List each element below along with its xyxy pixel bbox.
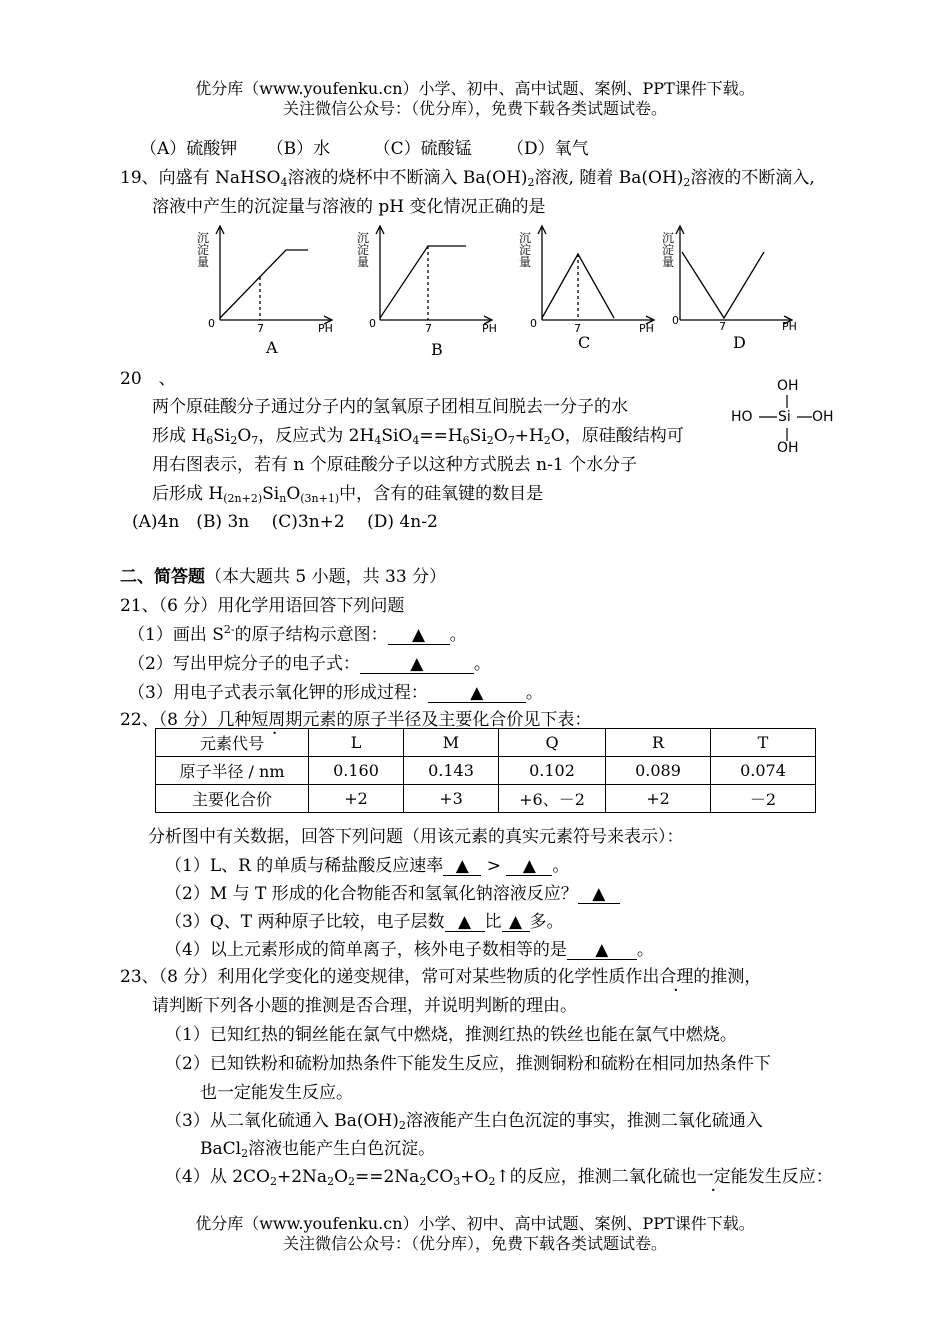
graph-a-tick: 7 [257, 322, 264, 335]
q22-item2: （2）M 与 T 形成的化合物能否和氢氧化钠溶液反应？ ▲ [165, 879, 620, 904]
q22-answer-3a[interactable]: ▲ [445, 913, 485, 932]
page-header [0, 79, 950, 119]
q22-head: 22、（8 分）几种短周期元素的原子半径及主要化合价见下表： [120, 710, 592, 730]
header-line-2: 关注微信公众号：（优分库），免费下载各类试题试卷。 [282, 99, 667, 118]
graph-b-curve [380, 246, 466, 318]
q19-graphs [190, 220, 810, 360]
q20-line3: 用右图表示，若有 n 个原硅酸分子以这种方式脱去 n-1 个水分子 [152, 455, 638, 475]
q23-item4: （4）从 $2CO_2+2Na_2O_2==2Na_2CO_3+O_2↑$的反应，推测二氧化硫也一定能发生反应： [165, 1167, 833, 1188]
q21-answer-2[interactable]: ▲ [360, 655, 474, 674]
q22-answer-3b[interactable]: ▲ [502, 913, 530, 932]
q22-item4: （4）以上元素形成的简单离子，核外电子数相等的是 ▲ 。 [165, 940, 654, 960]
graph-a-label: A [266, 338, 278, 357]
q22-answer-1b[interactable]: ▲ [506, 857, 552, 876]
section2-heading [120, 562, 446, 587]
q23-item2-line2: 也一定能发生反应。 [200, 1083, 353, 1103]
q22-answer-1a[interactable]: ▲ [443, 857, 481, 876]
q18-option-b: （B）水 [266, 139, 331, 159]
q21-answer-3[interactable]: ▲ [428, 684, 526, 703]
graph-a [216, 226, 332, 324]
section2-title: 二、简答题 [120, 567, 205, 587]
structure-oh-top: OH [777, 378, 799, 394]
table-row: 主要化合价 +2 +3 +6、－2 +2 －2 [156, 785, 816, 813]
q22-item3: （3）Q、T 两种原子比较，电子层数 ▲ 比 ▲ 多。 [165, 912, 564, 932]
q23-item3-line2: BaCl$_2$溶液也能产生白色沉淀。 [200, 1139, 436, 1160]
graph-c-origin: 0 [530, 317, 537, 330]
q19-question-line2: 溶液中产生的沉淀量与溶液的 pH 变化情况正确的是 [152, 197, 546, 217]
graph-b-tick: 7 [425, 322, 432, 335]
q18-options [140, 134, 589, 159]
structure-bonds [755, 395, 815, 445]
table-row: 元素代号 L M Q R T [156, 729, 816, 757]
graph-b-label: B [431, 340, 443, 359]
q22-answer-4[interactable]: ▲ [567, 941, 637, 960]
q20-line4: 后形成 $H_{(2n+2)}Si_nO_{(3n+1)}$中，含有的硅氧键的数目是 [152, 484, 544, 505]
q20-line2: 形成 $H_6Si_2O_7$，反应式为 $2H_4SiO_4==H_6Si_2O_7+H_2O$，原硅酸结构可 [152, 426, 684, 447]
q23-item2-line1: （2）已知铁粉和硫粉加热条件下能发生反应，推测铜粉和硫粉在相同加热条件下 [165, 1054, 771, 1074]
q23-item1: （1）已知红热的铜丝能在氯气中燃烧，推测红热的铁丝也能在氯气中燃烧。 [165, 1025, 737, 1045]
q22-intro: 分析图中有关数据，回答下列问题（用该元素的真实元素符号来表示）： [148, 827, 684, 847]
q21-head: 21、（6 分）用化学用语回答下列问题 [120, 596, 405, 616]
structure-oh-bottom: OH [777, 440, 799, 456]
graph-a-xlabel: PH [318, 322, 333, 335]
graph-b-xlabel: PH [482, 322, 497, 335]
element-table [155, 728, 816, 813]
q21-item1: （1）画出 $S^{2-}$的原子结构示意图： ▲ 。 [128, 623, 467, 645]
header-line-1: 优分库（www.youfenku.cn）小学、初中、高中试题、案例、PPT课件下载。 [195, 79, 755, 98]
q19-question: 19、向盛有 NaHSO$_4$溶液的烧杯中不断滴入 $Ba(OH)_2$溶液, 随着 $Ba(OH)_2$溶液的不断滴入, [120, 168, 815, 189]
q21-item3: （3）用电子式表示氧化钾的形成过程： ▲ 。 [128, 683, 543, 703]
graph-d-curve [682, 252, 764, 318]
graph-c-ylabel: 沉淀量 [519, 231, 532, 269]
q20-options: (A)4n (B) 3n (C)3n+2 (D) 4n-2 [132, 512, 438, 532]
structure-oh-right: OH [812, 409, 834, 425]
q23-item4-emphasis: 一定 [696, 1167, 731, 1187]
q18-option-a: （A）硫酸钾 [140, 139, 238, 159]
graph-d-tick: 7 [719, 320, 726, 333]
q22-answer-2[interactable]: ▲ [578, 885, 620, 904]
structure-ho-left: HO [731, 409, 753, 425]
graph-a-origin: 0 [208, 317, 215, 330]
graph-c-xlabel: PH [639, 322, 654, 335]
q20-line1: 两个原硅酸分子通过分子内的氢氧原子团相互间脱去一分子的水 [152, 397, 628, 417]
q19-number: 19、 [120, 168, 159, 188]
graph-d-xlabel: PH [782, 320, 797, 333]
page-footer [0, 1214, 950, 1254]
section2-note: （本大题共 5 小题，共 33 分） [205, 567, 447, 587]
q18-option-c: （C）硫酸锰 [373, 139, 472, 159]
graph-d-origin: 0 [672, 314, 679, 327]
graph-c-tick: 7 [574, 322, 581, 335]
graph-b-ylabel: 沉淀量 [357, 231, 370, 269]
footer-line-1: 优分库（www.youfenku.cn）小学、初中、高中试题、案例、PPT课件下载。 [195, 1214, 755, 1233]
graph-a-curve [220, 250, 308, 318]
q21-item2: （2）写出甲烷分子的电子式： ▲ 。 [128, 654, 491, 674]
structure-si: Si [778, 409, 791, 425]
q22-emphasis: 短周期 [251, 710, 303, 730]
graph-d-ylabel: 沉淀量 [662, 231, 675, 269]
graph-d-label: D [733, 333, 746, 352]
graph-b [376, 226, 492, 324]
q18-option-d: （D）氧气 [507, 139, 589, 159]
graph-a-ylabel: 沉淀量 [197, 231, 210, 269]
table-row: 原子半径 / nm 0.160 0.143 0.102 0.089 0.074 [156, 757, 816, 785]
footer-line-2: 关注微信公众号：（优分库），免费下载各类试题试卷。 [282, 1234, 667, 1253]
graph-b-origin: 0 [369, 317, 376, 330]
q21-answer-1[interactable]: ▲ [388, 626, 450, 645]
q23-emphasis: 合理 [659, 967, 694, 987]
q20-number: 20 、 [120, 369, 176, 389]
graph-d [676, 226, 792, 324]
graph-c-label: C [578, 333, 591, 352]
graph-c [538, 226, 654, 324]
q23-head: 23、（8 分）利用化学变化的递变规律，常可对某些物质的化学性质作出合理的推测， [120, 967, 762, 987]
q23-item3-line1: （3）从二氧化硫通入 $Ba(OH)_2$溶液能产生白色沉淀的事实，推测二氧化硫通入 [165, 1111, 763, 1132]
q22-item1: （1）L、R 的单质与稀盐酸反应速率 ▲ > ▲ 。 [165, 856, 570, 876]
q23-head-line2: 请判断下列各小题的推测是否合理，并说明判断的理由。 [152, 996, 577, 1016]
